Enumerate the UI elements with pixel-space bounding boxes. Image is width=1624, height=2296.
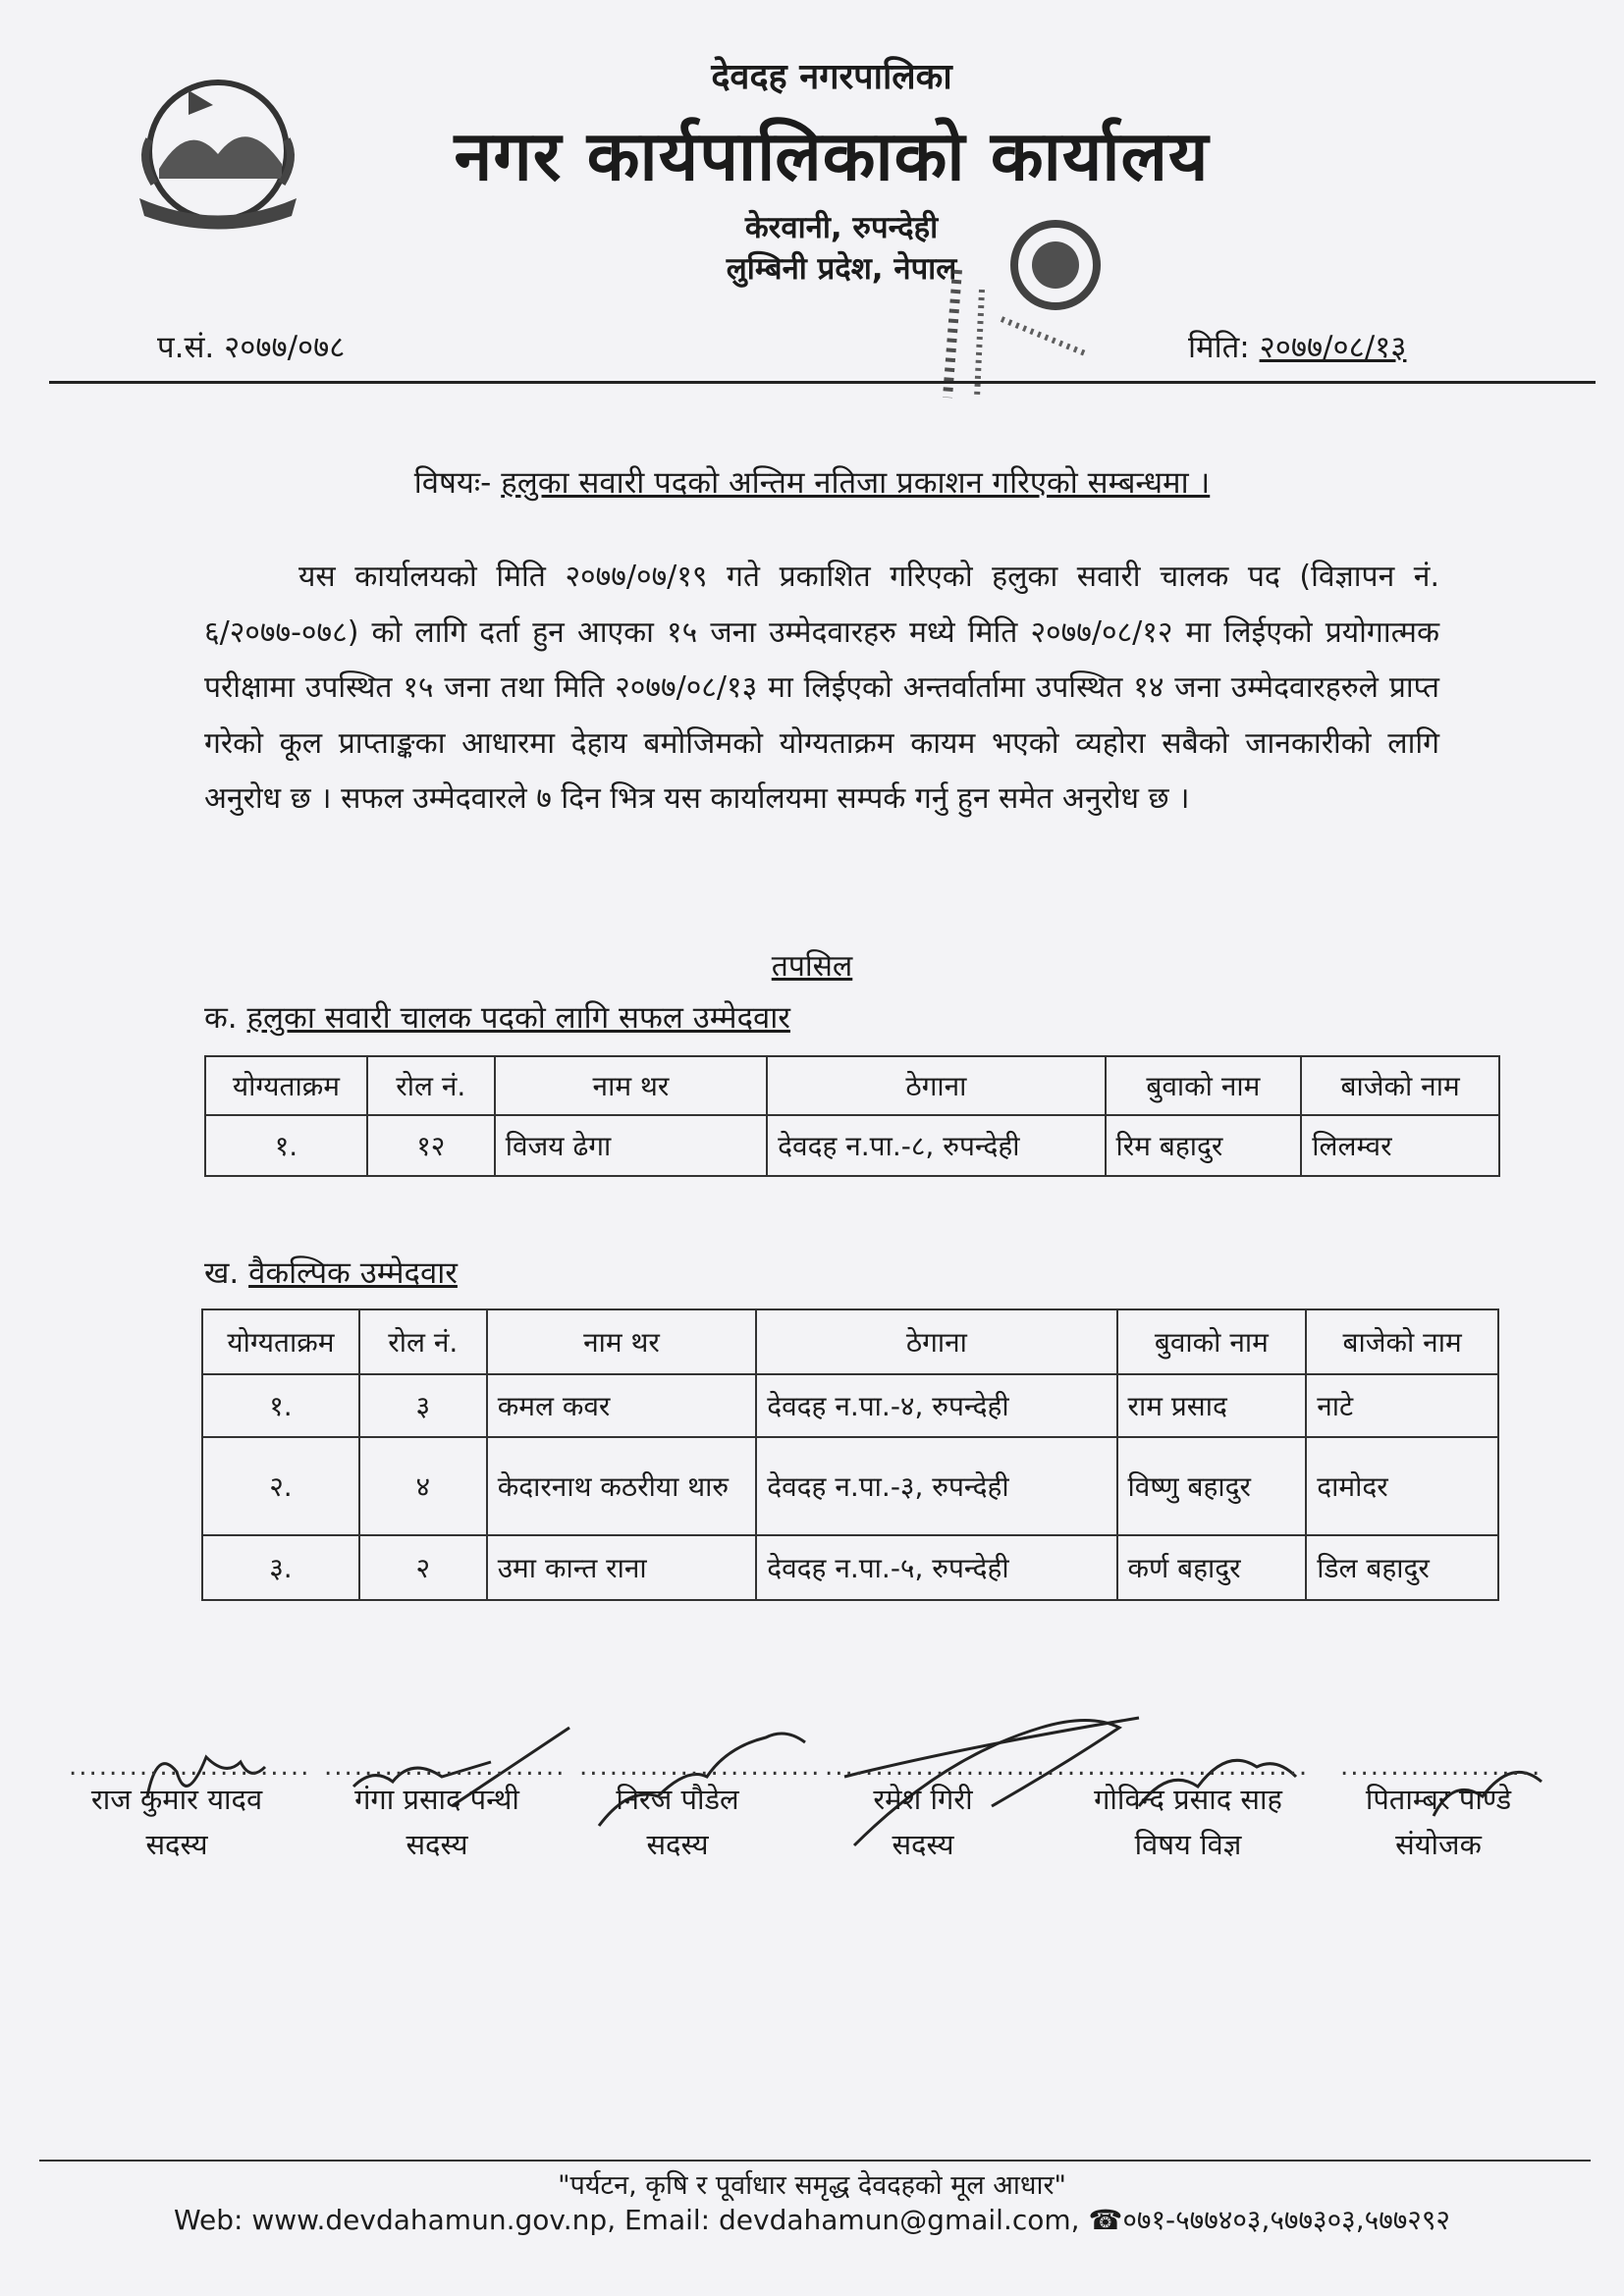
signatory	[825, 1752, 1067, 1867]
signatory-name: राज कुमार यादव	[90, 1783, 263, 1816]
footer-divider	[39, 2160, 1591, 2162]
signatory-name: रमेश गिरी	[873, 1783, 973, 1816]
address-cell: देवदह न.पा.-५, रुपन्देही	[756, 1535, 1116, 1600]
address-cell: देवदह न.पा.-८, रुपन्देही	[767, 1115, 1105, 1176]
rank-cell: ३.	[202, 1535, 359, 1600]
signatory-name: गोविन्द प्रसाद साह	[1094, 1783, 1282, 1816]
signatory-role: सदस्य	[892, 1828, 954, 1861]
subject-line	[0, 461, 1624, 503]
name-cell: उमा कान्त राना	[487, 1535, 757, 1600]
signature-line: ........................	[825, 1752, 1067, 1782]
column-header: बाजेको नाम	[1306, 1309, 1498, 1374]
section-a-prefix: क.	[204, 1000, 238, 1036]
column-header: बुवाको नाम	[1106, 1056, 1302, 1115]
address-line-2: लुम्बिनी प्रदेश, नेपाल	[726, 251, 957, 287]
signature-line: ........................	[324, 1752, 567, 1782]
signatory	[324, 1752, 567, 1867]
section-a-heading	[204, 996, 790, 1038]
rank-cell: १.	[205, 1115, 367, 1176]
grandfather-name-cell: नाटे	[1306, 1374, 1498, 1437]
table-header-row	[205, 1056, 1499, 1115]
roll-cell: ४	[359, 1437, 487, 1535]
rank-cell: १.	[202, 1374, 359, 1437]
section-a-title: हलुका सवारी चालक पदको लागि सफल उम्मेदवार	[246, 1000, 790, 1036]
address-cell: देवदह न.पा.-३, रुपन्देही	[756, 1437, 1116, 1535]
header-divider	[49, 381, 1596, 384]
signatory-name: निरज पौडेल	[616, 1783, 739, 1816]
signatory	[1065, 1752, 1311, 1867]
issue-date	[1188, 326, 1406, 367]
father-name-cell: विष्णु बहादुर	[1117, 1437, 1307, 1535]
address-line-1: केरवानी, रुपन्देही	[744, 210, 939, 245]
column-header: बाजेको नाम	[1301, 1056, 1499, 1115]
subject-label: विषयः-	[413, 465, 492, 501]
signatory-role: विषय विज्ञ	[1134, 1828, 1242, 1861]
signatory-role: संयोजक	[1395, 1828, 1482, 1861]
table-row	[202, 1535, 1498, 1600]
date-value: २०७७/०८/१३	[1259, 330, 1407, 365]
signatory	[1340, 1752, 1543, 1867]
roll-cell: १२	[367, 1115, 495, 1176]
section-b-heading	[204, 1252, 458, 1293]
signatory-role: सदस्य	[646, 1828, 709, 1861]
date-label: मिति:	[1188, 330, 1250, 365]
footer-contact: Web: www.devdahamun.gov.np, Email: devdahamun@gmail.com, ☎०७१-५७७४०३,५७७३०३,५७७२९२	[173, 2204, 1450, 2236]
column-header: योग्यताक्रम	[205, 1056, 367, 1115]
alternate-candidates-table	[201, 1308, 1499, 1601]
column-header: रोल नं.	[367, 1056, 495, 1115]
column-header: योग्यताक्रम	[202, 1309, 359, 1374]
signatory-role: सदस्य	[145, 1828, 208, 1861]
column-header: ठेगाना	[767, 1056, 1105, 1115]
column-header: रोल नं.	[359, 1309, 487, 1374]
signatory-name: गंगा प्रसाद पन्थी	[354, 1783, 519, 1816]
column-header: ठेगाना	[756, 1309, 1116, 1374]
rank-cell: २.	[202, 1437, 359, 1535]
section-b-prefix: ख.	[204, 1255, 240, 1291]
office-stamp	[928, 211, 1124, 407]
father-name-cell: रिम बहादुर	[1106, 1115, 1302, 1176]
body-paragraph: यस कार्यालयको मिति २०७७/०७/१९ गते प्रकाशित गरिएको हलुका सवारी चालक पद (विज्ञापन नं. ६/२०७७-०७८) को लागि दर्ता हुन आएका १५ जना उम्मेदवारहरु मध्ये मिति २०७७/०८/१२ मा लिईएको प्रयोगात्मक परीक्षामा उपस्थित १५ जना तथा मिति २०७७/०८/१३ मा लिईएको अन्तर्वार्तामा उपस्थित १४ जना उम्मेदवारहरुले प्राप्त गरेको कूल प्राप्ताङ्कका आधारमा देहाय बमोजिमको योग्यताक्रम कायम भएको व्यहोरा सबैको जानकारीको लागि अनुरोध छ । सफल उम्मेदवारले ७ दिन भित्र यस कार्यालयमा सम्पर्क गर्नु हुन समेत अनुरोध छ ।	[204, 560, 1439, 816]
father-name-cell: राम प्रसाद	[1117, 1374, 1307, 1437]
roll-cell: ३	[359, 1374, 487, 1437]
reference-number: प.सं. २०७७/०७८	[157, 330, 346, 365]
grandfather-name-cell: लिलम्वर	[1301, 1115, 1499, 1176]
municipality-name: देवदह नगरपालिका	[711, 57, 952, 97]
subject-text: हलुका सवारी पदको अन्तिम नतिजा प्रकाशन गरिएको सम्बन्धमा ।	[501, 465, 1211, 501]
table-row	[202, 1374, 1498, 1437]
signatory	[579, 1752, 822, 1867]
roll-cell: २	[359, 1535, 487, 1600]
address-cell: देवदह न.पा.-४, रुपन्देही	[756, 1374, 1116, 1437]
signature-line: ....................	[1340, 1752, 1543, 1782]
table-row	[205, 1115, 1499, 1176]
name-cell: कमल कवर	[487, 1374, 757, 1437]
column-header: नाम थर	[487, 1309, 757, 1374]
signature-line: ........................	[69, 1752, 311, 1782]
name-cell: विजय ढेगा	[495, 1115, 767, 1176]
table-header-row	[202, 1309, 1498, 1374]
footer-slogan: "पर्यटन, कृषि र पूर्वाधार समृद्ध देवदहको मूल आधार"	[558, 2170, 1066, 2201]
signatory-role: सदस्य	[406, 1828, 468, 1861]
schedule-heading: तपसिल	[771, 949, 853, 984]
section-b-title: वैकल्पिक उम्मेदवार	[248, 1255, 458, 1291]
signature-line: ........................	[579, 1752, 822, 1782]
father-name-cell: कर्ण बहादुर	[1117, 1535, 1307, 1600]
signatory	[69, 1752, 311, 1867]
table-row	[202, 1437, 1498, 1535]
column-header: बुवाको नाम	[1117, 1309, 1307, 1374]
office-title: नगर कार्यपालिकाको कार्यालय	[454, 116, 1210, 196]
successful-candidates-table	[204, 1055, 1500, 1177]
name-cell: केदारनाथ कठरीया थारु	[487, 1437, 757, 1535]
grandfather-name-cell: दामोदर	[1306, 1437, 1498, 1535]
column-header: नाम थर	[495, 1056, 767, 1115]
grandfather-name-cell: डिल बहादुर	[1306, 1535, 1498, 1600]
signature-line: ........................	[1066, 1752, 1310, 1782]
signatory-name: पिताम्बर पाण्डे	[1365, 1783, 1512, 1816]
